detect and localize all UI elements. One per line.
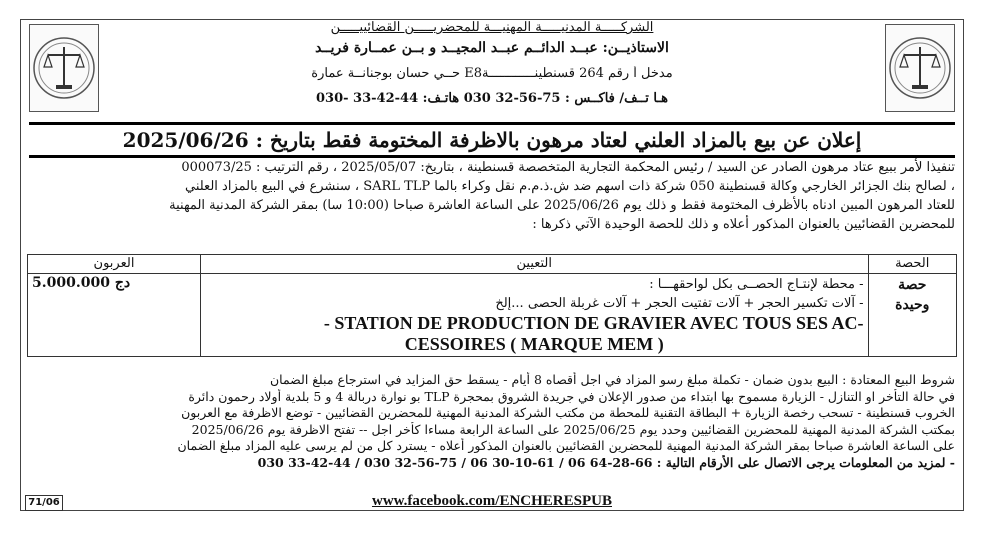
table-header-row xyxy=(28,255,957,274)
deposit-header: العربون xyxy=(28,255,201,274)
description-cell xyxy=(200,274,868,357)
intro-line: ، لصالح بنك الجزائر الخارجي وكالة قسنطينة 050 شركة ذات اسهم ضد ش.ذ.م.م نقل وكراء بالما SARL TLP ، سنشرع في البيع بالمزاد العلني xyxy=(185,179,955,194)
lot-label: وحيدة xyxy=(895,297,930,313)
lots-table xyxy=(27,254,957,357)
lot-cell xyxy=(868,274,956,357)
facebook-link[interactable]: www.facebook.com/ENCHERESPUB xyxy=(371,493,612,509)
bailiff-names: الاستاذيــن: عبــد الدائــم عبــد المجيــد و بــن عمــارة فريــد xyxy=(315,40,669,56)
company-address: مدخل أ رقم 264 قسنطينــــــــــــةE8 حــي حسان بوجنانــة عمارة xyxy=(311,66,673,81)
intro-line: تنفيذا لأمر ببيع عتاد مرهون الصادر عن السيد / رئيس المحكمة التجارية المتخصصة قسنطينة ، بتاريخ: 2025/05/07 ، رقم الترتيب : 000073/25 xyxy=(181,160,955,175)
deposit-cell xyxy=(28,274,201,357)
intro-paragraph xyxy=(29,158,955,234)
lot-header: الحصة xyxy=(868,255,956,274)
condition-line: شروط البيع المعتادة : البيع بدون ضمان - تكملة مبلغ رسو المزاد في اجل أقصاه 8 أيام - يسقط حق المزايد في استرجاع مبلغ الضمان xyxy=(269,372,955,387)
description-french: CESSOIRES ( MARQUE MEM ) xyxy=(404,334,664,354)
justice-scale-logo-right xyxy=(885,24,955,112)
condition-line: - لمزيد من المعلومات يرجى الاتصال على الأرقام التالية : 66-28-64 06 / 61-10-30 06 / 75-56-32 030 / 44-42-33 030 xyxy=(257,454,955,470)
description-header: التعيين xyxy=(200,255,868,274)
sale-conditions xyxy=(29,372,955,471)
notice-title: إعلان عن بيع بالمزاد العلني لعتاد مرهون بالاظرفة المختومة فقط بتاريخ : 2025/06/26 xyxy=(29,122,955,158)
intro-line: للمحضرين القضائيين بالعنوان المذكور أعلاه و ذلك للحصة الوحيدة الآتي ذكرها : xyxy=(532,217,955,232)
description-line: - محطة لإنتـاج الحصــى بكل لواحقهـــا : xyxy=(649,277,864,292)
company-phones: هـا تــف/ فاكــس : 75-56-32 030 هاتـف: 44-42-33 -030 xyxy=(315,91,668,106)
table-row xyxy=(28,274,957,357)
scale-of-justice-icon xyxy=(30,25,98,111)
reference-number: 71/06 xyxy=(25,495,63,511)
intro-line: للعتاد المرهون المبين ادناه بالأظرف المختومة فقط و ذلك يوم 2025/06/26 على الساعة العاشرة صباحا (10:00 سا) بمقر الشركة المدنية المهنية xyxy=(169,198,955,213)
company-name: الشركـــــة المدنيـــــة المهنيـــة للمحضريـــــن القضائييـــــن xyxy=(330,20,654,35)
scale-of-justice-icon xyxy=(886,25,954,111)
notice-header xyxy=(21,20,963,120)
description-french: - STATION DE PRODUCTION DE GRAVIER AVEC TOUS SES AC- xyxy=(323,313,864,333)
condition-line: في حالة التأخر او التنازل - الزيارة مسموح بها ابتداء من صدور الإعلان في جريدة الشروق بمحجرة TLP بو نوارة دربالة 4 و 5 بلدية أولاد رحمون دائرة xyxy=(188,388,955,404)
condition-line: على الساعة العاشرة صباحا بمقر الشركة المدنية المهنية للمحضرين القضائيين بالعنوان المذكور أعلاه - يسترد كل من لم يرسى عليه المزاد مبلغ الضمان xyxy=(177,438,955,453)
notice-footer xyxy=(21,493,963,511)
deposit-amount: 5.000.000 دج xyxy=(32,275,131,291)
lot-label: حصة xyxy=(898,277,927,293)
justice-scale-logo-left xyxy=(29,24,99,112)
description-line: - آلات تكسير الحجر + آلات تفتيت الحجر + آلات غربلة الحصى ...إلخ xyxy=(495,296,864,311)
auction-notice xyxy=(20,19,964,511)
condition-line: بمكتب الشركة المدنية المهنية للمحضرين القضائيين وحدد يوم 2025/06/25 على الساعة الرابعة مساءا كأخر اجل -- تفتح الاظرفة يوم 2025/06/26 xyxy=(191,421,955,437)
condition-line: الخروب قسنطينة - تسحب رخصة الزيارة + البطاقة التقنية للمحطة من مكتب الشركة المدنية المهنية للمحضرين القضائيين - توضع الاظرفة مع العربون xyxy=(181,405,955,420)
